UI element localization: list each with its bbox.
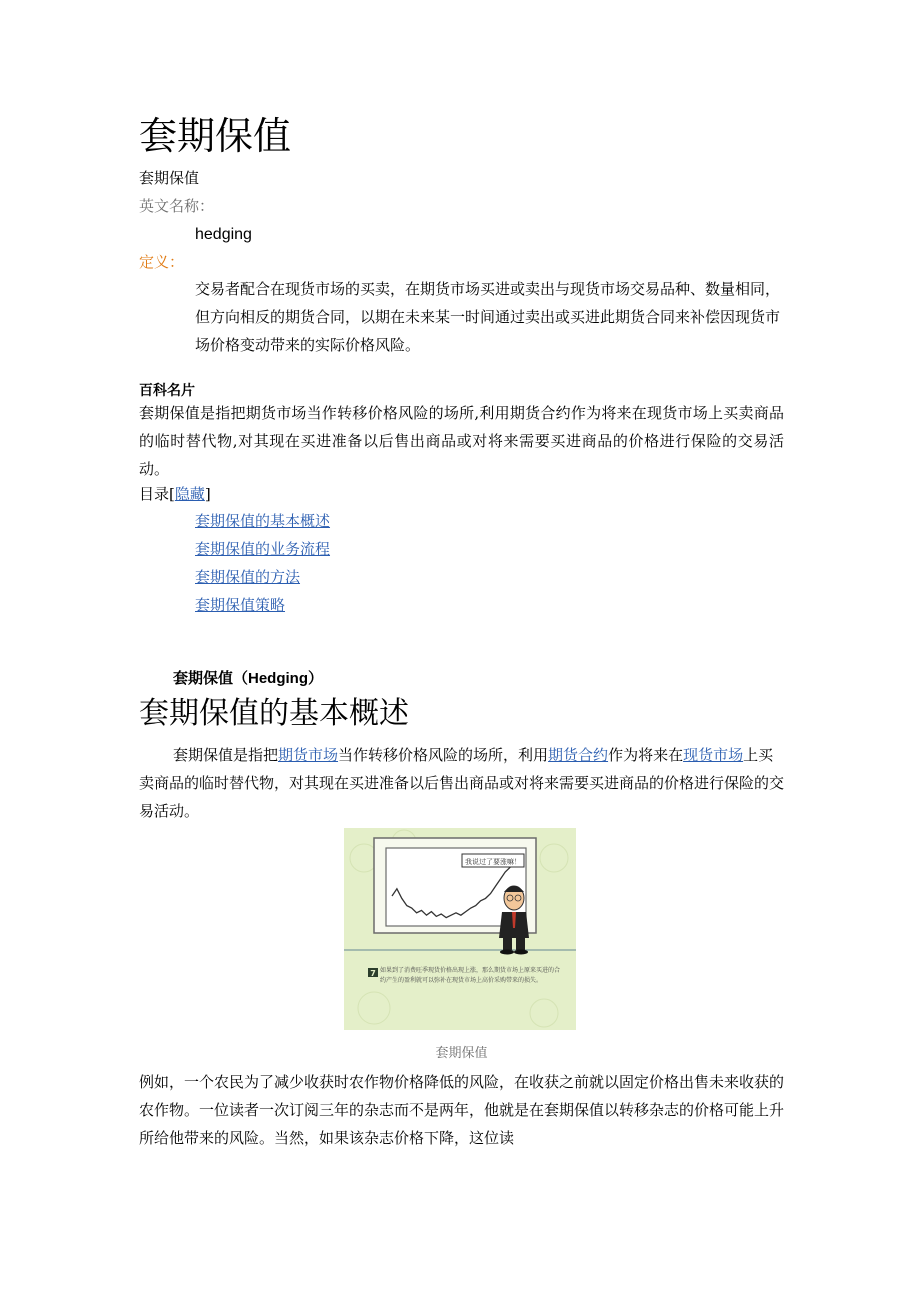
section-text-3: 作为将来在 — [608, 746, 684, 764]
definition-text: 交易者配合在现货市场的买卖，在期货市场买进或卖出与现货市场交易品种、数量相同，但方向相反的期货合同，以期在未来某一时间通过卖出或买进此期货合同来补偿因现货市场价格变动带来的实际价格风险。 — [195, 280, 781, 354]
figure-caption: 套期保值 — [435, 1046, 488, 1061]
toc-hide-link[interactable]: 隐藏 — [174, 485, 205, 503]
card-title: 百科名片 — [139, 382, 195, 398]
hedging-illustration — [344, 828, 576, 1030]
toc-item-process[interactable]: 套期保值的业务流程 — [195, 540, 331, 558]
section-text-1: 套期保值是指把 — [173, 746, 279, 764]
toc-header — [139, 484, 211, 504]
step-number: 7 — [370, 969, 376, 978]
section-text-2: 当作转移价格风险的场所，利用 — [338, 746, 549, 764]
illustration-caption: 如果到了消费旺季现货价格出现上涨，那么期货市场上原来买进的合约产生的盈利就可以弥补在现货市场上高价采购带来的损失。 — [380, 967, 560, 984]
toc-label-suffix: ] — [204, 485, 211, 503]
toc-item-strategy[interactable]: 套期保值策略 — [195, 596, 286, 614]
card-text: 套期保值是指把期货市场当作转移价格风险的场所,利用期货合约作为将来在现货市场上买卖商品的临时替代物,对其现在买进准备以后售出商品或对将来需要买进商品的价格进行保险的交易活动。 — [139, 404, 784, 478]
english-name-label: 英文名称： — [139, 197, 215, 215]
futures-contract-link[interactable]: 期货合约 — [548, 746, 609, 764]
section-tag: 套期保值（Hedging） — [173, 670, 323, 687]
futures-market-link[interactable]: 期货市场 — [278, 746, 339, 764]
toc-item-overview[interactable]: 套期保值的基本概述 — [195, 512, 331, 530]
subtitle: 套期保值 — [139, 169, 200, 187]
section-paragraph — [139, 741, 784, 825]
section-text-4: 上买卖商品的临时替代物，对其现在买进准备以后售出商品或对将来需要买进商品的价格进行保险的交易活动。 — [139, 746, 785, 820]
toc-item-methods[interactable]: 套期保值的方法 — [195, 568, 301, 586]
section-title: 套期保值的基本概述 — [139, 696, 409, 731]
toc-label-prefix: 目录[ — [139, 485, 175, 503]
spot-market-link[interactable]: 现货市场 — [683, 746, 744, 764]
example-paragraph: 例如，一个农民为了减少收获时农作物价格降低的风险，在收获之前就以固定价格出售未来收获的农作物。一位读者一次订阅三年的杂志而不是两年，他就是在套期保值以转移杂志的价格可能上升所给他带来的风险。当然，如果该杂志价格下降，这位读 — [139, 1073, 785, 1147]
illustration-svg — [344, 828, 576, 1030]
page-title: 套期保值 — [139, 114, 292, 158]
definition-label: 定义： — [139, 253, 185, 271]
english-name-value: hedging — [195, 226, 252, 243]
bubble-text: 我说过了要涨嘛！ — [465, 858, 521, 866]
